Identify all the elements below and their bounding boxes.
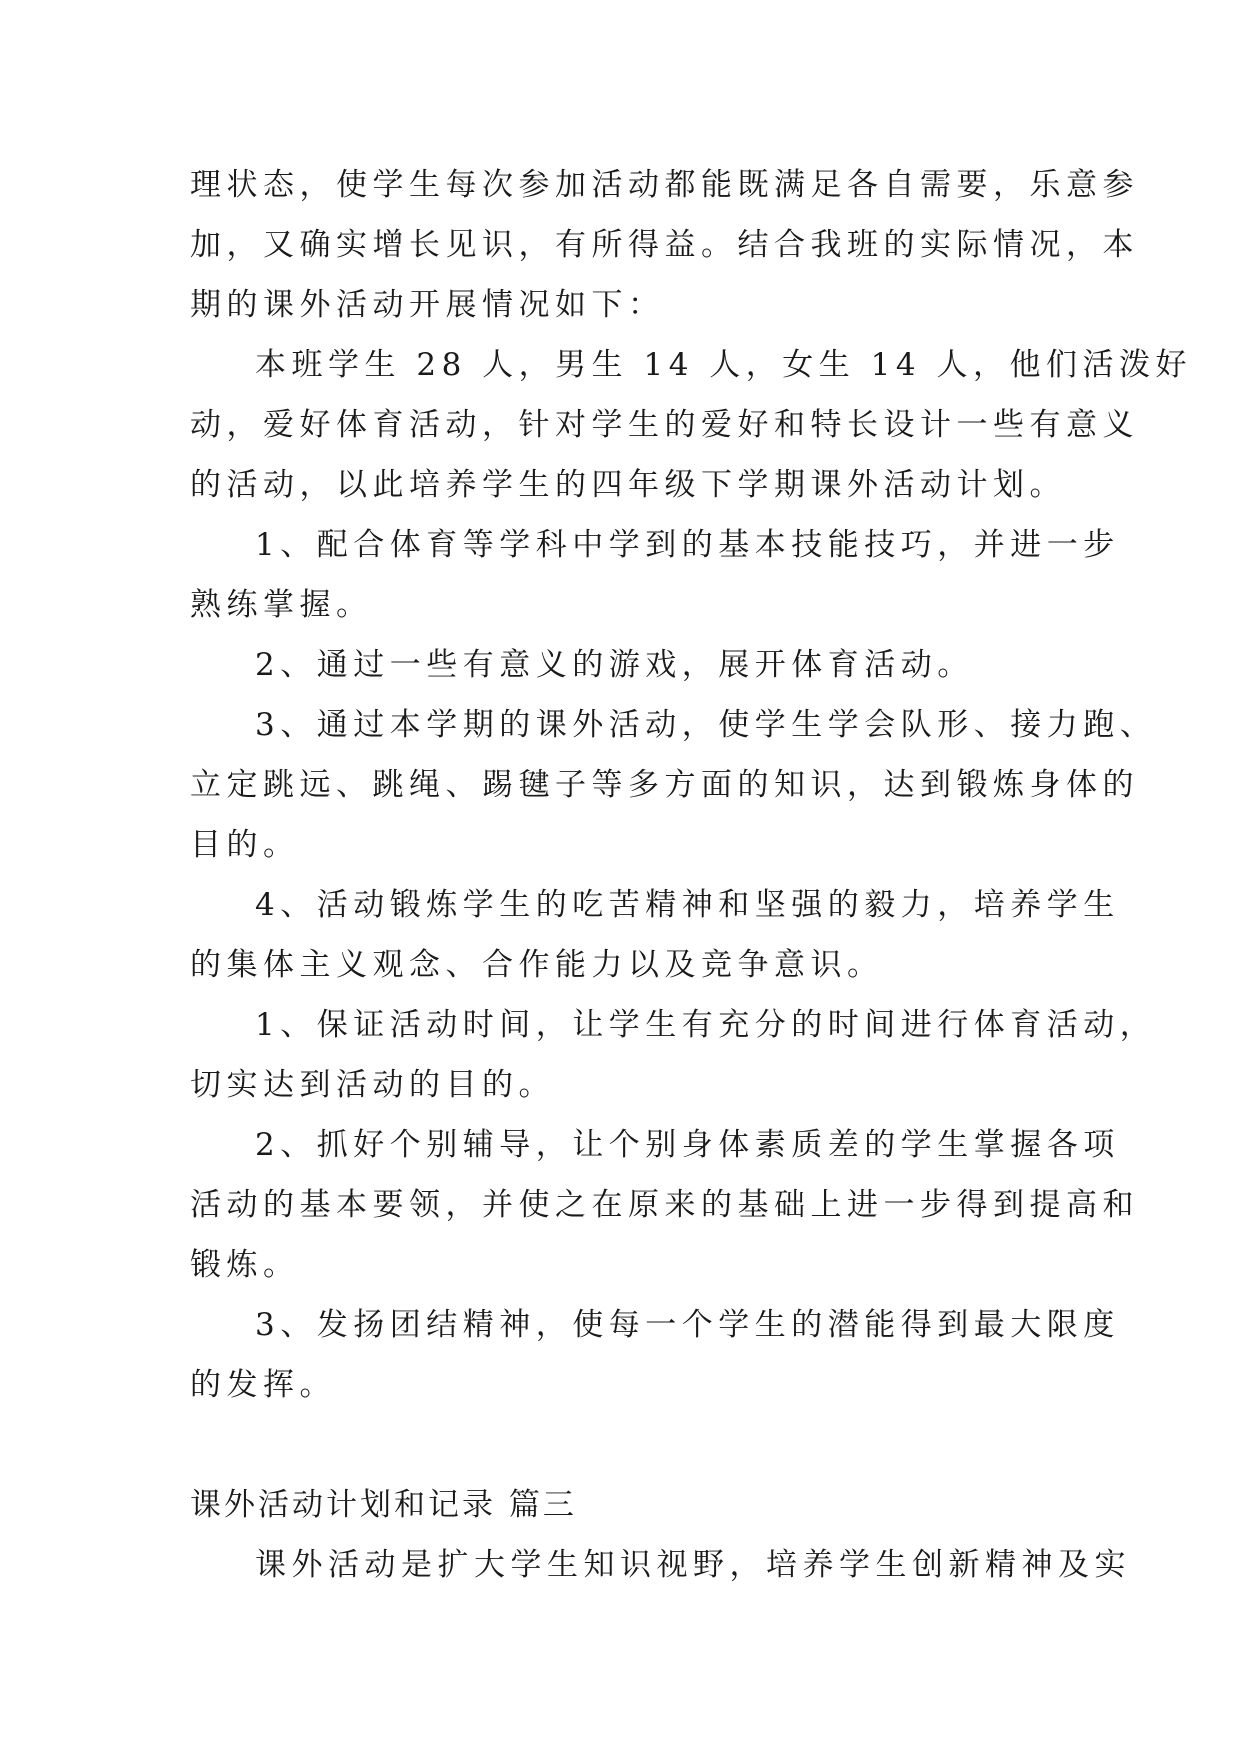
text-line: 锻炼。 [190, 1247, 300, 1283]
paragraph-first-line: 3、发扬团结精神，使每一个学生的潜能得到最大限度 [255, 1307, 1120, 1343]
text-line: 目的。 [190, 827, 300, 863]
text-line: 熟练掌握。 [190, 587, 373, 623]
paragraph-first-line: 2、通过一些有意义的游戏，展开体育活动。 [255, 647, 974, 683]
paragraph-first-line: 本班学生 28 人，男生 14 人，女生 14 人，他们活泼好 [255, 347, 1192, 383]
text-line: 切实达到活动的目的。 [190, 1067, 555, 1103]
paragraph-first-line: 4、活动锻炼学生的吃苦精神和坚强的毅力，培养学生 [255, 887, 1120, 923]
text-line: 的集体主义观念、合作能力以及竞争意识。 [190, 947, 884, 983]
text-line: 立定跳远、跳绳、踢毽子等多方面的知识，达到锻炼身体的 [190, 767, 1139, 803]
paragraph-first-line: 3、通过本学期的课外活动，使学生学会队形、接力跑、 [255, 707, 1157, 743]
text-line: 的活动，以此培养学生的四年级下学期课外活动计划。 [190, 467, 1066, 503]
text-line: 活动的基本要领，并使之在原来的基础上进一步得到提高和 [190, 1187, 1139, 1223]
text-line: 动，爱好体育活动，针对学生的爱好和特长设计一些有意义 [190, 407, 1139, 443]
text-line: 理状态，使学生每次参加活动都能既满足各自需要，乐意参 [190, 167, 1139, 203]
paragraph-first-line: 1、保证活动时间，让学生有充分的时间进行体育活动， [255, 1007, 1157, 1043]
paragraph-first-line: 2、抓好个别辅导，让个别身体素质差的学生掌握各项 [255, 1127, 1120, 1163]
text-line: 的发挥。 [190, 1367, 336, 1403]
section-heading: 课外活动计划和记录 篇三 [190, 1487, 577, 1523]
paragraph-first-line: 课外活动是扩大学生知识视野，培养学生创新精神及实 [255, 1547, 1131, 1583]
text-line: 加，又确实增长见识，有所得益。结合我班的实际情况，本 [190, 227, 1139, 263]
text-line: 期的课外活动开展情况如下： [190, 287, 665, 323]
paragraph-first-line: 1、配合体育等学科中学到的基本技能技巧，并进一步 [255, 527, 1120, 563]
